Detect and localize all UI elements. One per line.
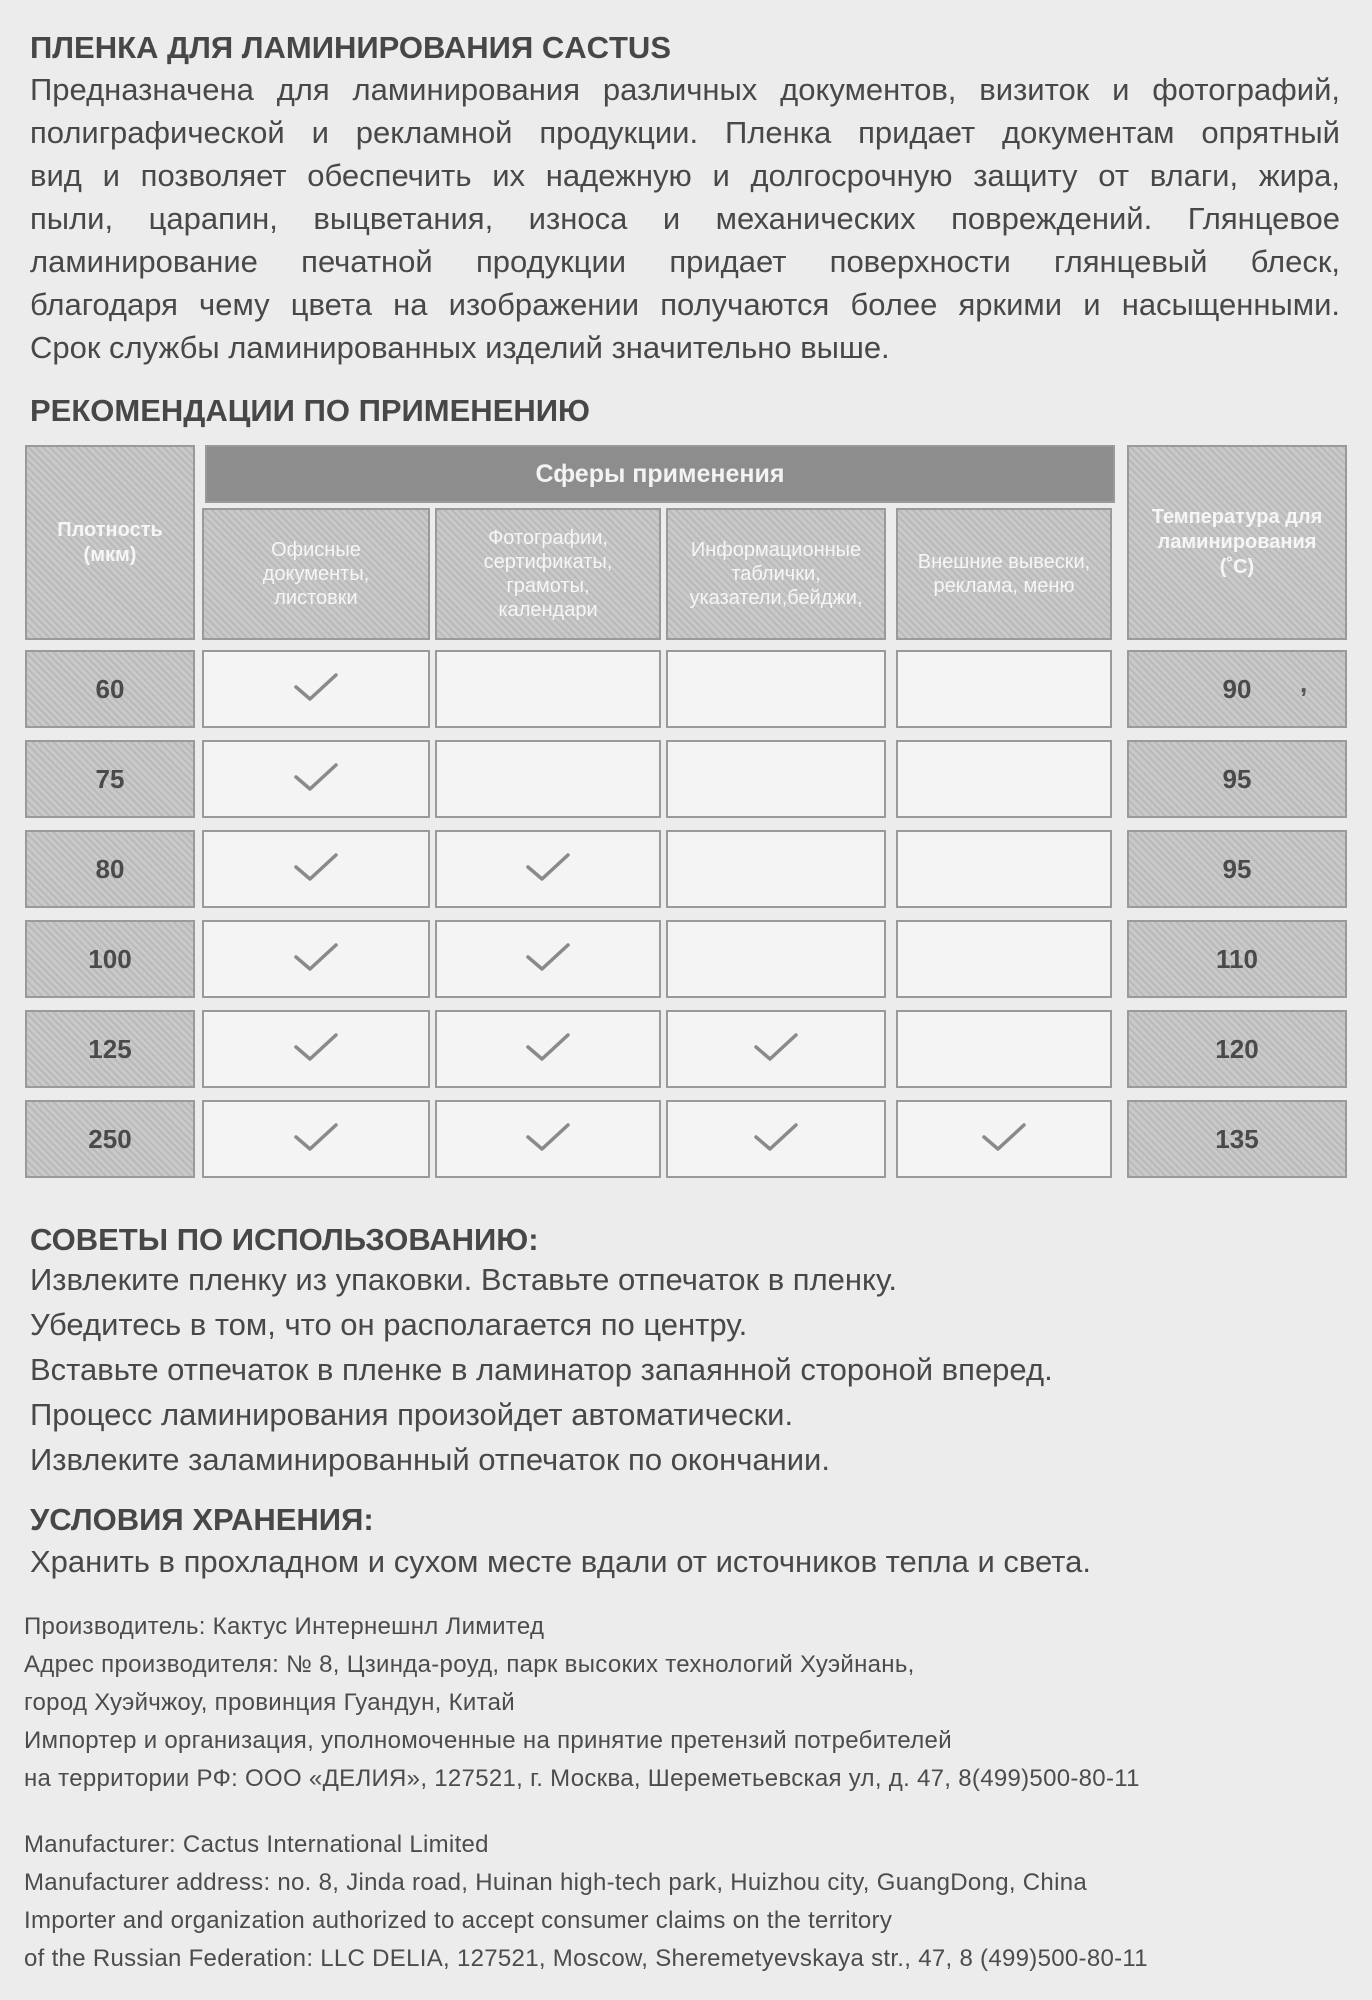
- checkmark-icon: [290, 1030, 342, 1069]
- info-line: Importer and organization authorized to accept consumer claims on the territory: [24, 1907, 893, 1934]
- usage-cell: [666, 1100, 886, 1178]
- intro-line: Предназначена для ламинирования различных документов, визиток и фотографий,: [30, 72, 1340, 107]
- usage-cell: [896, 830, 1112, 908]
- info-line: город Хуэйчжоу, провинция Гуандун, Китай: [24, 1689, 515, 1716]
- density-cell: [25, 920, 195, 998]
- temperature-value: 135: [1215, 1123, 1259, 1154]
- info-line: Manufacturer address: no. 8, Jinda road, Huinan high-tech park, Huizhou city, GuangDong, China: [24, 1869, 1088, 1896]
- usage-cell: [666, 830, 886, 908]
- checkmark-icon: [290, 1120, 342, 1159]
- checkmark-icon: [522, 850, 574, 889]
- tip-item: Извлеките пленку из упаковки. Вставьте отпечаток в пленку.: [30, 1262, 897, 1297]
- temperature-value: 120: [1215, 1033, 1259, 1064]
- usage-cell: [202, 830, 430, 908]
- intro-paragraph: [30, 68, 1340, 369]
- sphere-header-signs: [666, 508, 886, 640]
- usage-cell: [202, 740, 430, 818]
- intro-line: Срок службы ламинированных изделий значительно выше.: [30, 330, 890, 365]
- checkmark-icon: [522, 940, 574, 979]
- checkmark-icon: [290, 760, 342, 799]
- checkmark-icon: [290, 670, 342, 709]
- usage-cell: [896, 650, 1112, 728]
- info-line: Manufacturer: Cactus International Limited: [24, 1831, 489, 1858]
- recommendations-heading: РЕКОМЕНДАЦИИ ПО ПРИМЕНЕНИЮ: [30, 393, 591, 428]
- intro-line: ламинирование печатной продукции придает поверхности глянцевый блеск,: [30, 244, 1340, 279]
- tip-item: Вставьте отпечаток в пленке в ламинатор запаянной стороной вперед.: [30, 1352, 1053, 1387]
- density-header: Плотность (мкм): [57, 518, 163, 566]
- tip-item: Извлеките заламинированный отпечаток по окончании.: [30, 1442, 830, 1477]
- storage-line: Хранить в прохладном и сухом месте вдали от источников тепла и света.: [30, 1544, 1091, 1579]
- temperature-value: 90: [1222, 673, 1252, 704]
- checkmark-icon: [750, 1120, 802, 1159]
- checkmark-icon: [522, 1120, 574, 1159]
- checkmark-icon: [290, 850, 342, 889]
- product-title: ПЛЕНКА ДЛЯ ЛАМИНИРОВАНИЯ CACTUS: [30, 30, 671, 65]
- density-header-cell: [25, 445, 195, 640]
- density-cell: [25, 650, 195, 728]
- usage-cell: [435, 650, 661, 728]
- density-value: 75: [95, 763, 125, 794]
- density-value: 60: [95, 673, 125, 704]
- usage-cell: [896, 920, 1112, 998]
- density-value: 80: [95, 853, 125, 884]
- usage-cell: [202, 650, 430, 728]
- sphere-label: Информационные таблички, указатели,бейджи,: [689, 539, 863, 609]
- sphere-label: Внешние вывески, реклама, меню: [917, 551, 1091, 597]
- tip-item: Убедитесь в том, что он располагается по центру.: [30, 1307, 748, 1342]
- usage-cell: [435, 1100, 661, 1178]
- temperature-cell: [1127, 740, 1347, 818]
- sphere-header-office: [202, 508, 430, 640]
- intro-line: вид и позволяет обеспечить их надежную и долгосрочную защиту от влаги, жира,: [30, 158, 1340, 193]
- storage-heading: УСЛОВИЯ ХРАНЕНИЯ:: [30, 1502, 374, 1537]
- usage-cell: [202, 1010, 430, 1088]
- info-line: Адрес производителя: № 8, Цзинда-роуд, парк высоких технологий Хуэйнань,: [24, 1651, 915, 1678]
- sphere-label: Офисные документы, листовки: [262, 539, 370, 609]
- info-line: Производитель: Кактус Интернешнл Лимитед: [24, 1613, 545, 1640]
- density-cell: [25, 830, 195, 908]
- density-value: 125: [88, 1033, 132, 1064]
- tip-item: Процесс ламинирования произойдет автоматически.: [30, 1397, 794, 1432]
- usage-cell: [666, 650, 886, 728]
- density-value: 250: [88, 1123, 132, 1154]
- usage-cell: [202, 920, 430, 998]
- usage-cell: [896, 1100, 1112, 1178]
- info-line: Импортер и организация, уполномоченные на принятие претензий потребителей: [24, 1727, 952, 1754]
- density-value: 100: [88, 943, 132, 974]
- intro-line: благодаря чему цвета на изображении получаются более яркими и насыщенными.: [30, 287, 1340, 322]
- usage-cell: [666, 740, 886, 818]
- usage-cell: [435, 830, 661, 908]
- density-cell: [25, 1010, 195, 1088]
- spheres-header: Сферы применения: [535, 459, 785, 488]
- temperature-cell: [1127, 830, 1347, 908]
- temperature-header-cell: [1127, 445, 1347, 640]
- temperature-header: Температура для ламинирования (˚С): [1151, 506, 1323, 578]
- temperature-cell: [1127, 920, 1347, 998]
- sphere-header-photos: [435, 508, 661, 640]
- checkmark-icon: [750, 1030, 802, 1069]
- checkmark-icon: [290, 940, 342, 979]
- temperature-cell: [1127, 650, 1347, 728]
- checkmark-icon: [978, 1120, 1030, 1159]
- sphere-header-outdoor: [896, 508, 1112, 640]
- tips-heading: СОВЕТЫ ПО ИСПОЛЬЗОВАНИЮ:: [30, 1222, 539, 1257]
- temperature-value: 95: [1222, 853, 1252, 884]
- temperature-cell: [1127, 1100, 1347, 1178]
- info-line: на территории РФ: ООО «ДЕЛИЯ», 127521, г. Москва, Шереметьевская ул, д. 47, 8(499)500-80-11: [24, 1765, 1140, 1792]
- usage-cell: [666, 1010, 886, 1088]
- stray-mark: ,: [1300, 668, 1308, 698]
- intro-line: пыли, царапин, выцветания, износа и механических повреждений. Глянцевое: [30, 201, 1340, 236]
- spheres-header-cell: [205, 445, 1115, 503]
- density-cell: [25, 740, 195, 818]
- sphere-label: Фотографии, сертификаты, грамоты, календари: [483, 527, 613, 621]
- usage-cell: [435, 920, 661, 998]
- storage-text: [30, 1540, 1340, 1583]
- temperature-cell: [1127, 1010, 1347, 1088]
- intro-line: полиграфической и рекламной продукции. Пленка придает документам опрятный: [30, 115, 1340, 150]
- usage-cell: [435, 1010, 661, 1088]
- checkmark-icon: [522, 1030, 574, 1069]
- usage-cell: [666, 920, 886, 998]
- temperature-value: 110: [1216, 943, 1258, 974]
- usage-cell: [202, 1100, 430, 1178]
- usage-cell: [896, 740, 1112, 818]
- density-cell: [25, 1100, 195, 1178]
- tips-list: [30, 1257, 1340, 1482]
- temperature-value: 95: [1222, 763, 1252, 794]
- usage-cell: [896, 1010, 1112, 1088]
- usage-cell: [435, 740, 661, 818]
- info-line: of the Russian Federation: LLC DELIA, 127521, Moscow, Sheremetyevskaya str., 47, 8 (499)500-80-11: [24, 1945, 1148, 1972]
